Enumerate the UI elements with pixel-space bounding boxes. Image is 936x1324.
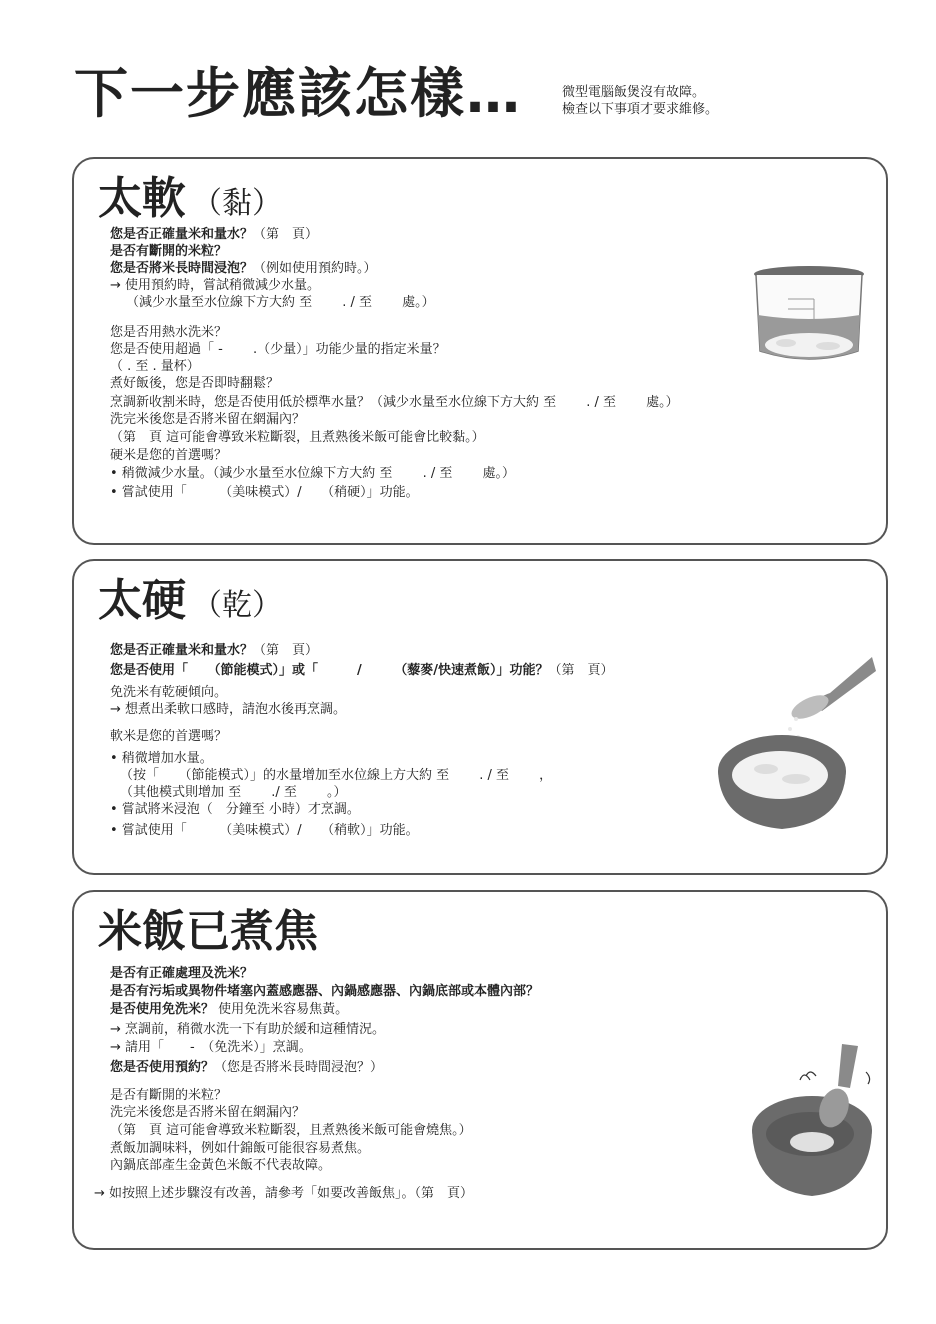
- text-line: 是否有正確處理及洗米？: [110, 966, 254, 981]
- page-note-line-1: 微型電腦飯煲沒有故障。: [562, 85, 706, 100]
- text-line: 您是否正確量米和量水？（第 頁）: [110, 227, 319, 242]
- text-line: → 使用預約時，嘗試稍微減少水量。: [110, 278, 321, 293]
- section-heading: [98, 577, 282, 634]
- text-line: → 請用「 - （免洗米）」烹調。: [110, 1040, 312, 1055]
- text-line: （減少水量至水位線下方大約 至 . / 至 處。）: [126, 295, 435, 310]
- section-subtitle: （乾）: [192, 588, 282, 623]
- text-line: （第 頁 這可能會導致米粒斷裂，且煮熟後米飯可能會燒焦。）: [110, 1123, 472, 1138]
- rice-pot-water-icon: [748, 263, 870, 367]
- text-line: 您是否將米長時間浸泡？（例如使用預約時。）: [110, 261, 377, 276]
- text-line: 洗完米後您是否將米留在網漏內？: [110, 1105, 306, 1120]
- section-title: 太硬: [98, 575, 186, 626]
- text-line: → 如按照上述步驟沒有改善，請參考「如要改善飯焦」。（第 頁）: [94, 1186, 474, 1201]
- text-line: • 稍微增加水量。: [110, 751, 213, 766]
- text-line: → 想煮出柔軟口感時，請泡水後再烹調。: [110, 702, 347, 717]
- section-title: 太軟: [98, 173, 186, 224]
- section-too-soft: [72, 157, 888, 545]
- text-line: • 嘗試使用「 （美味模式）/ （稍軟）」功能。: [110, 823, 419, 838]
- text-line: • 嘗試將米浸泡（ 分鐘至 小時）才烹調。: [110, 802, 360, 817]
- text-line: （ . 至 . 量杯）: [110, 359, 200, 374]
- text-line: • 嘗試使用「 （美味模式）/ （稍硬）」功能。: [110, 485, 419, 500]
- section-subtitle: （黏）: [192, 186, 282, 221]
- page-title: 下一步應該怎樣…: [74, 62, 522, 125]
- text-line: 是否使用免洗米？ 使用免洗米容易焦黃。: [110, 1002, 349, 1017]
- text-line: 煮飯加調味料，例如什錦飯可能很容易煮焦。: [110, 1141, 371, 1156]
- rice-pot-scoop-icon: [710, 653, 880, 839]
- text-line: 您是否使用「 （節能模式）」或「 / （藜麥/快速煮飯）」功能？（第 頁）: [110, 663, 614, 678]
- section-too-hard: [72, 559, 888, 875]
- rice-pot-burnt-icon: [746, 1042, 880, 1202]
- text-line: 是否有斷開的米粒？: [110, 244, 228, 259]
- text-line: 內鍋底部產生金黃色米飯不代表故障。: [110, 1158, 332, 1173]
- text-line: 是否有斷開的米粒？: [110, 1088, 228, 1103]
- text-line: 您是否使用超過「 - .（少量）」功能少量的指定米量？: [110, 342, 446, 357]
- text-line: → 烹調前，稍微水洗一下有助於緩和這種情況。: [110, 1022, 386, 1037]
- text-line: 您是否使用預約？（您是否將米長時間浸泡？）: [110, 1060, 384, 1075]
- text-line: 您是否用熱水洗米？: [110, 325, 228, 340]
- section-heading: [98, 175, 282, 232]
- text-line: 煮好飯後，您是否即時翻鬆？: [110, 376, 280, 391]
- section-title: 米飯已煮焦: [98, 906, 318, 957]
- text-line: 軟米是您的首選嗎？: [110, 729, 228, 744]
- text-line: 烹調新收割米時，您是否使用低於標準水量？（減少水量至水位線下方大約 至 . / 至 處。）: [110, 395, 679, 410]
- section-heading: [98, 908, 318, 965]
- text-line: 您是否正確量米和量水？（第 頁）: [110, 643, 319, 658]
- text-line: 免洗米有乾硬傾向。: [110, 685, 228, 700]
- page-note: [562, 84, 718, 118]
- text-line: • 稍微減少水量。（減少水量至水位線下方大約 至 . / 至 處。）: [110, 466, 515, 481]
- text-line: 洗完米後您是否將米留在網漏內？: [110, 412, 306, 427]
- page-note-line-2: 檢查以下事項才要求維修。: [562, 102, 719, 117]
- text-line: （其他模式則增加 至 ./ 至 。）: [120, 785, 347, 800]
- text-line: 硬米是您的首選嗎？: [110, 448, 228, 463]
- text-line: 是否有污垢或異物件堵塞內蓋感應器、內鍋感應器、內鍋底部或本體內部？: [110, 984, 540, 999]
- text-line: （第 頁 這可能會導致米粒斷裂，且煮熟後米飯可能會比較黏。）: [110, 430, 485, 445]
- section-burnt-rice: [72, 890, 888, 1250]
- text-line: （按「 （節能模式）」的水量增加至水位線上方大約 至 . / 至 ，: [120, 768, 553, 783]
